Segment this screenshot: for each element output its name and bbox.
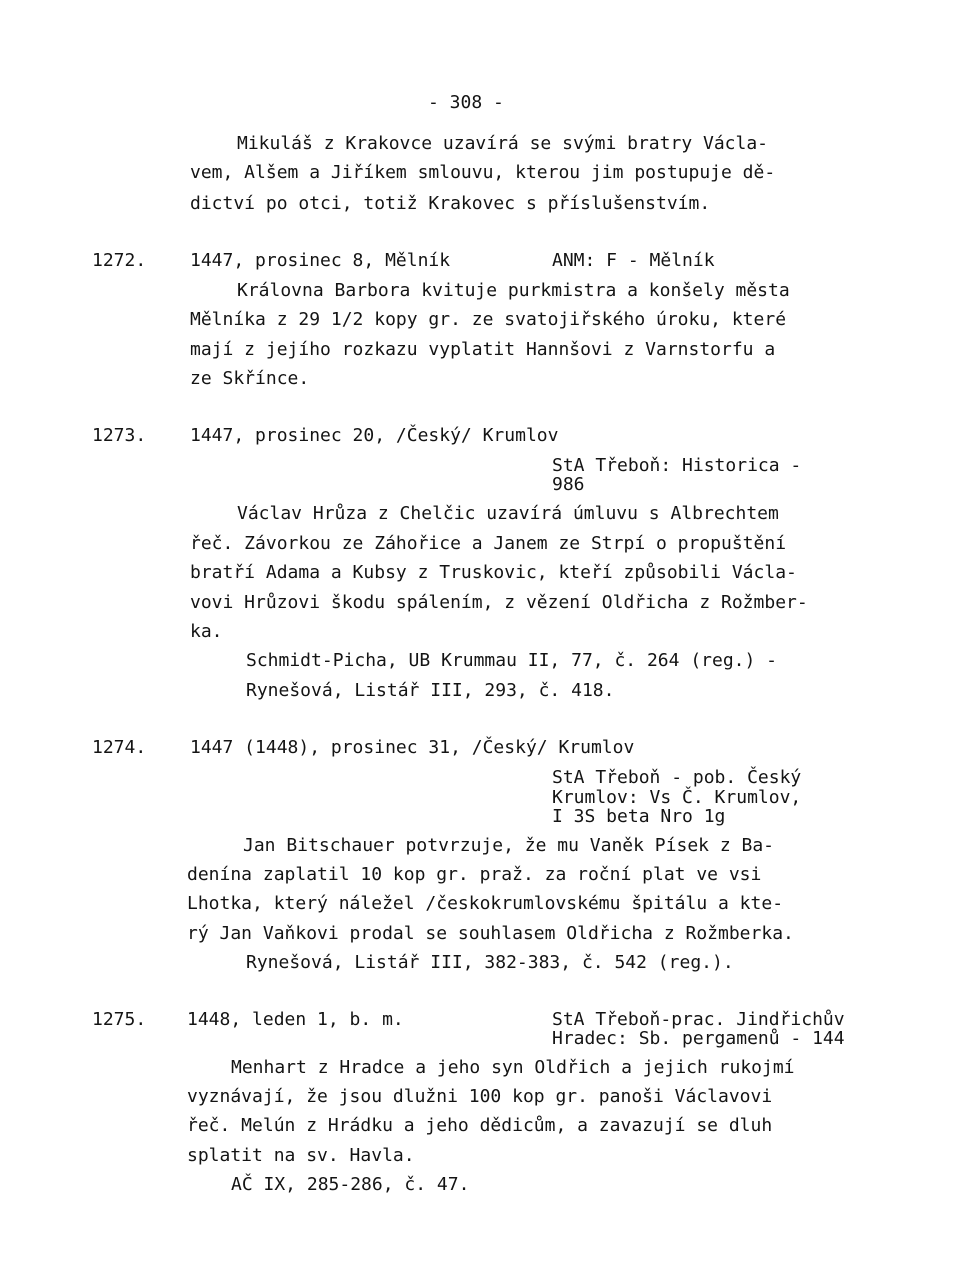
entry-text-line: ka. <box>190 621 223 642</box>
entry-text-line: denína zaplatil 10 kop gr. praž. za roční plat ve vsi <box>187 864 762 885</box>
entry-reference: AČ IX, 285-286, č. 47. <box>231 1174 470 1195</box>
entry-text-line: řeč. Melún z Hrádku a jeho dědicům, a zavazují se dluh <box>187 1115 773 1136</box>
entry-number: 1273. <box>92 425 147 446</box>
intro-line: vem, Alšem a Jiříkem smlouvu, kterou jim postupuje dě- <box>190 162 776 183</box>
entry-text-line: vovi Hrůzovi škodu spálením, z vězení Oldřicha z Rožmber- <box>190 592 808 613</box>
entry-text-line: Jan Bitschauer potvrzuje, že mu Vaněk Písek z Ba- <box>243 835 775 856</box>
entry-archive: Krumlov: Vs Č. Krumlov, <box>552 787 802 808</box>
entry-header: 1448, leden 1, b. m. <box>187 1009 404 1030</box>
entry-number: 1272. <box>92 250 147 271</box>
entry-text-line: Mělníka z 29 1/2 kopy gr. ze svatojiřského úroku, které <box>190 309 787 330</box>
entry-reference: Schmidt-Picha, UB Krummau II, 77, č. 264 (reg.) - <box>246 650 778 671</box>
entry-archive: StA Třeboň: Historica - <box>552 455 802 476</box>
entry-text-line: rý Jan Vaňkovi prodal se souhlasem Oldřicha z Rožmberka. <box>187 923 794 944</box>
entry-archive: 986 <box>552 474 585 495</box>
page-number: - 308 - <box>428 92 504 113</box>
entry-text-line: splatit na sv. Havla. <box>187 1145 415 1166</box>
entry-archive: I 3S beta Nro 1g <box>552 806 726 827</box>
entry-archive: StA Třeboň - pob. Český <box>552 767 802 788</box>
entry-header: 1447 (1448), prosinec 31, /Český/ Krumlov <box>190 737 635 758</box>
entry-text-line: Václav Hrůza z Chelčic uzavírá úmluvu s Albrechtem <box>237 503 779 524</box>
entry-header: 1447, prosinec 8, Mělník <box>190 250 451 271</box>
entry-archive: Hradec: Sb. pergamenů - 144 <box>552 1028 845 1049</box>
intro-line: Mikuláš z Krakovce uzavírá se svými bratry Václa- <box>237 133 769 154</box>
entry-number: 1275. <box>92 1009 147 1030</box>
entry-text-line: řeč. Závorkou ze Záhořice a Janem ze Strpí o propuštění <box>190 533 787 554</box>
entry-text-line: vyznávají, že jsou dlužni 100 kop gr. panoši Václavovi <box>187 1086 773 1107</box>
entry-text-line: Královna Barbora kvituje purkmistra a konšely města <box>237 280 790 301</box>
intro-line: dictví po otci, totiž Krakovec s příslušenstvím. <box>190 193 711 214</box>
entry-text-line: mají z jejího rozkazu vyplatit Hannšovi z Varnstorfu a <box>190 339 776 360</box>
entry-reference: Rynešová, Listář III, 382-383, č. 542 (reg.). <box>246 952 734 973</box>
entry-number: 1274. <box>92 737 147 758</box>
entry-reference: Rynešová, Listář III, 293, č. 418. <box>246 680 615 701</box>
entry-archive: StA Třeboň-prac. Jindřichův <box>552 1009 845 1030</box>
entry-text-line: Lhotka, který náležel /českokrumlovskému špitálu a kte- <box>187 893 784 914</box>
entry-text-line: Menhart z Hradce a jeho syn Oldřich a jejich rukojmí <box>231 1057 795 1078</box>
entry-header: 1447, prosinec 20, /Český/ Krumlov <box>190 425 559 446</box>
entry-text-line: ze Skřínce. <box>190 368 310 389</box>
entry-archive: ANM: F - Mělník <box>552 250 715 271</box>
entry-text-line: bratří Adama a Kubsy z Truskovic, kteří způsobili Václa- <box>190 562 797 583</box>
